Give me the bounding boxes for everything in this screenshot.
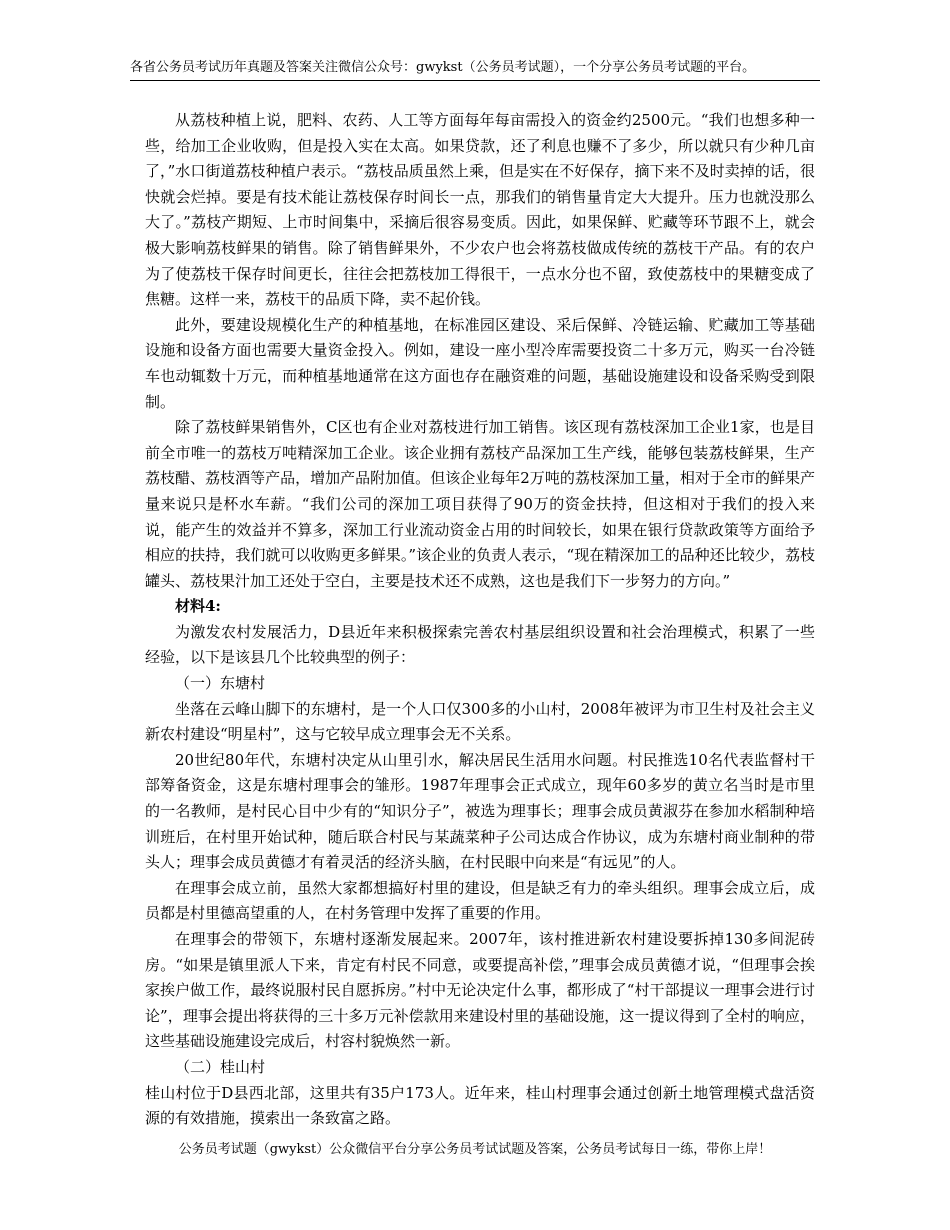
material-heading: 材料4: [175,597,221,616]
section-heading: （二）桂山村 [175,1057,266,1076]
paragraph: 20世纪80年代，东塘村决定从山里引水，解决居民生活用水问题。村民推选10名代表监督村干部筹备资金，这是东塘村理事会的雏形。1987年理事会正式成立，现年60多岁的黄立名当时是市里的一名教师，是村民心目中少有的“知识分子”，被选为理事长；理事会成员黄淑芬在参加水稻制种培训班后，在村里开始试种，随后联合村民与某蔬菜种子公司达成合作协议，成为东塘村商业制种的带头人；理事会成员黄德才有着灵活的经济头脑，在村民眼中向来是“有远见”的人。 [145,750,815,872]
paragraph: 在理事会成立前，虽然大家都想搞好村里的建设，但是缺乏有力的牵头组织。理事会成立后，成员都是村里德高望重的人，在村务管理中发挥了重要的作用。 [145,878,815,923]
paragraph: 除了荔枝鲜果销售外，C区也有企业对荔枝进行加工销售。该区现有荔枝深加工企业1家，也是目前全市唯一的荔枝万吨精深加工企业。该企业拥有荔枝产品深加工生产线，能够包装荔枝鲜果，生产荔枝醋、荔枝酒等产品，增加产品附加值。但该企业每年2万吨的荔枝深加工量，相对于全市的鲜果产量来说只是杯水车薪。“我们公司的深加工项目获得了90万的资金扶持，但这相对于我们的投入来说，能产生的效益并不算多，深加工行业流动资金占用的时间较长，如果在银行贷款政策等方面给予相应的扶持，我们就可以收购更多鲜果。”该企业的负责人表示，“现在精深加工的品种还比较少，荔枝罐头、荔枝果汁加工还处于空白，主要是技术还不成熟，这也是我们下一步努力的方向。” [145,418,815,590]
paragraph: 坐落在云峰山脚下的东塘村，是一个人口仅300多的小山村，2008年被评为市卫生村及社会主义新农村建设“明星村”，这与它较早成立理事会无不关系。 [145,699,815,744]
page-header: 各省公务员考试历年真题及答案关注微信公众号：gwykst（公务员考试题），一个分享公务员考试题的平台。 [130,60,756,75]
page-footer: 公务员考试题（gwykst）公众微信平台分享公务员考试试题及答案，公务员考试每日一练，带你上岸！ [178,1142,772,1157]
paragraph: 桂山村位于D县西北部，这里共有35户173人。近年来，桂山村理事会通过创新土地管理模式盘活资源的有效措施，摸索出一条致富之路。 [145,1083,815,1128]
paragraph: 此外，要建设规模化生产的种植基地，在标准园区建设、采后保鲜、冷链运输、贮藏加工等基础设施和设备方面也需要大量资金投入。例如，建设一座小型冷库需要投资二十多万元，购买一台冷链车也动辄数十万元，而种植基地通常在这方面也存在融资难的问题，基础设施建设和设备采购受到限制。 [145,315,815,411]
paragraph: 在理事会的带领下，东塘村逐渐发展起来。2007年，该村推进新农村建设要拆掉130多间泥砖房。“如果是镇里派人下来，肯定有村民不同意，或要提高补偿，”理事会成员黄德才说，“但理事会挨家挨户做工作，最终说服村民自愿拆房。”村中无论决定什么事，都形成了“村干部提议一理事会进行讨论”，理事会提出将获得的三十多万元补偿款用来建设村里的基础设施，这一提议得到了全村的响应，这些基础设施建设完成后，村容村貌焕然一新。 [145,930,815,1051]
document-body [145,108,815,1132]
paragraph: 从荔枝种植上说，肥料、农药、人工等方面每年每亩需投入的资金约2500元。“我们也想多种一些，给加工企业收购，但是投入实在太高。如果贷款，还了利息也赚不了多少，所以就只有少种几亩了，”水口街道荔枝种植户表示。“荔枝品质虽然上乘，但是实在不好保存，摘下来不及时卖掉的话，很快就会烂掉。要是有技术能让荔枝保存时间长一点，那我们的销售量肯定大大提升。压力也就没那么大了。”荔枝产期短、上市时间集中，采摘后很容易变质。因此，如果保鲜、贮藏等环节跟不上，就会极大影响荔枝鲜果的销售。除了销售鲜果外，不少农户也会将荔枝做成传统的荔枝干产品。有的农户为了使荔枝干保存时间更长，往往会把荔枝加工得很干，一点水分也不留，致使荔枝中的果糖变成了焦糖。这样一来，荔枝干的品质下降，卖不起价钱。 [145,111,815,309]
paragraph: 为激发农村发展活力，D县近年来积极探索完善农村基层组织设置和社会治理模式，积累了一些经验，以下是该县几个比较典型的例子： [145,622,815,667]
section-heading: （一）东塘村 [175,674,266,693]
header-divider [130,80,820,81]
